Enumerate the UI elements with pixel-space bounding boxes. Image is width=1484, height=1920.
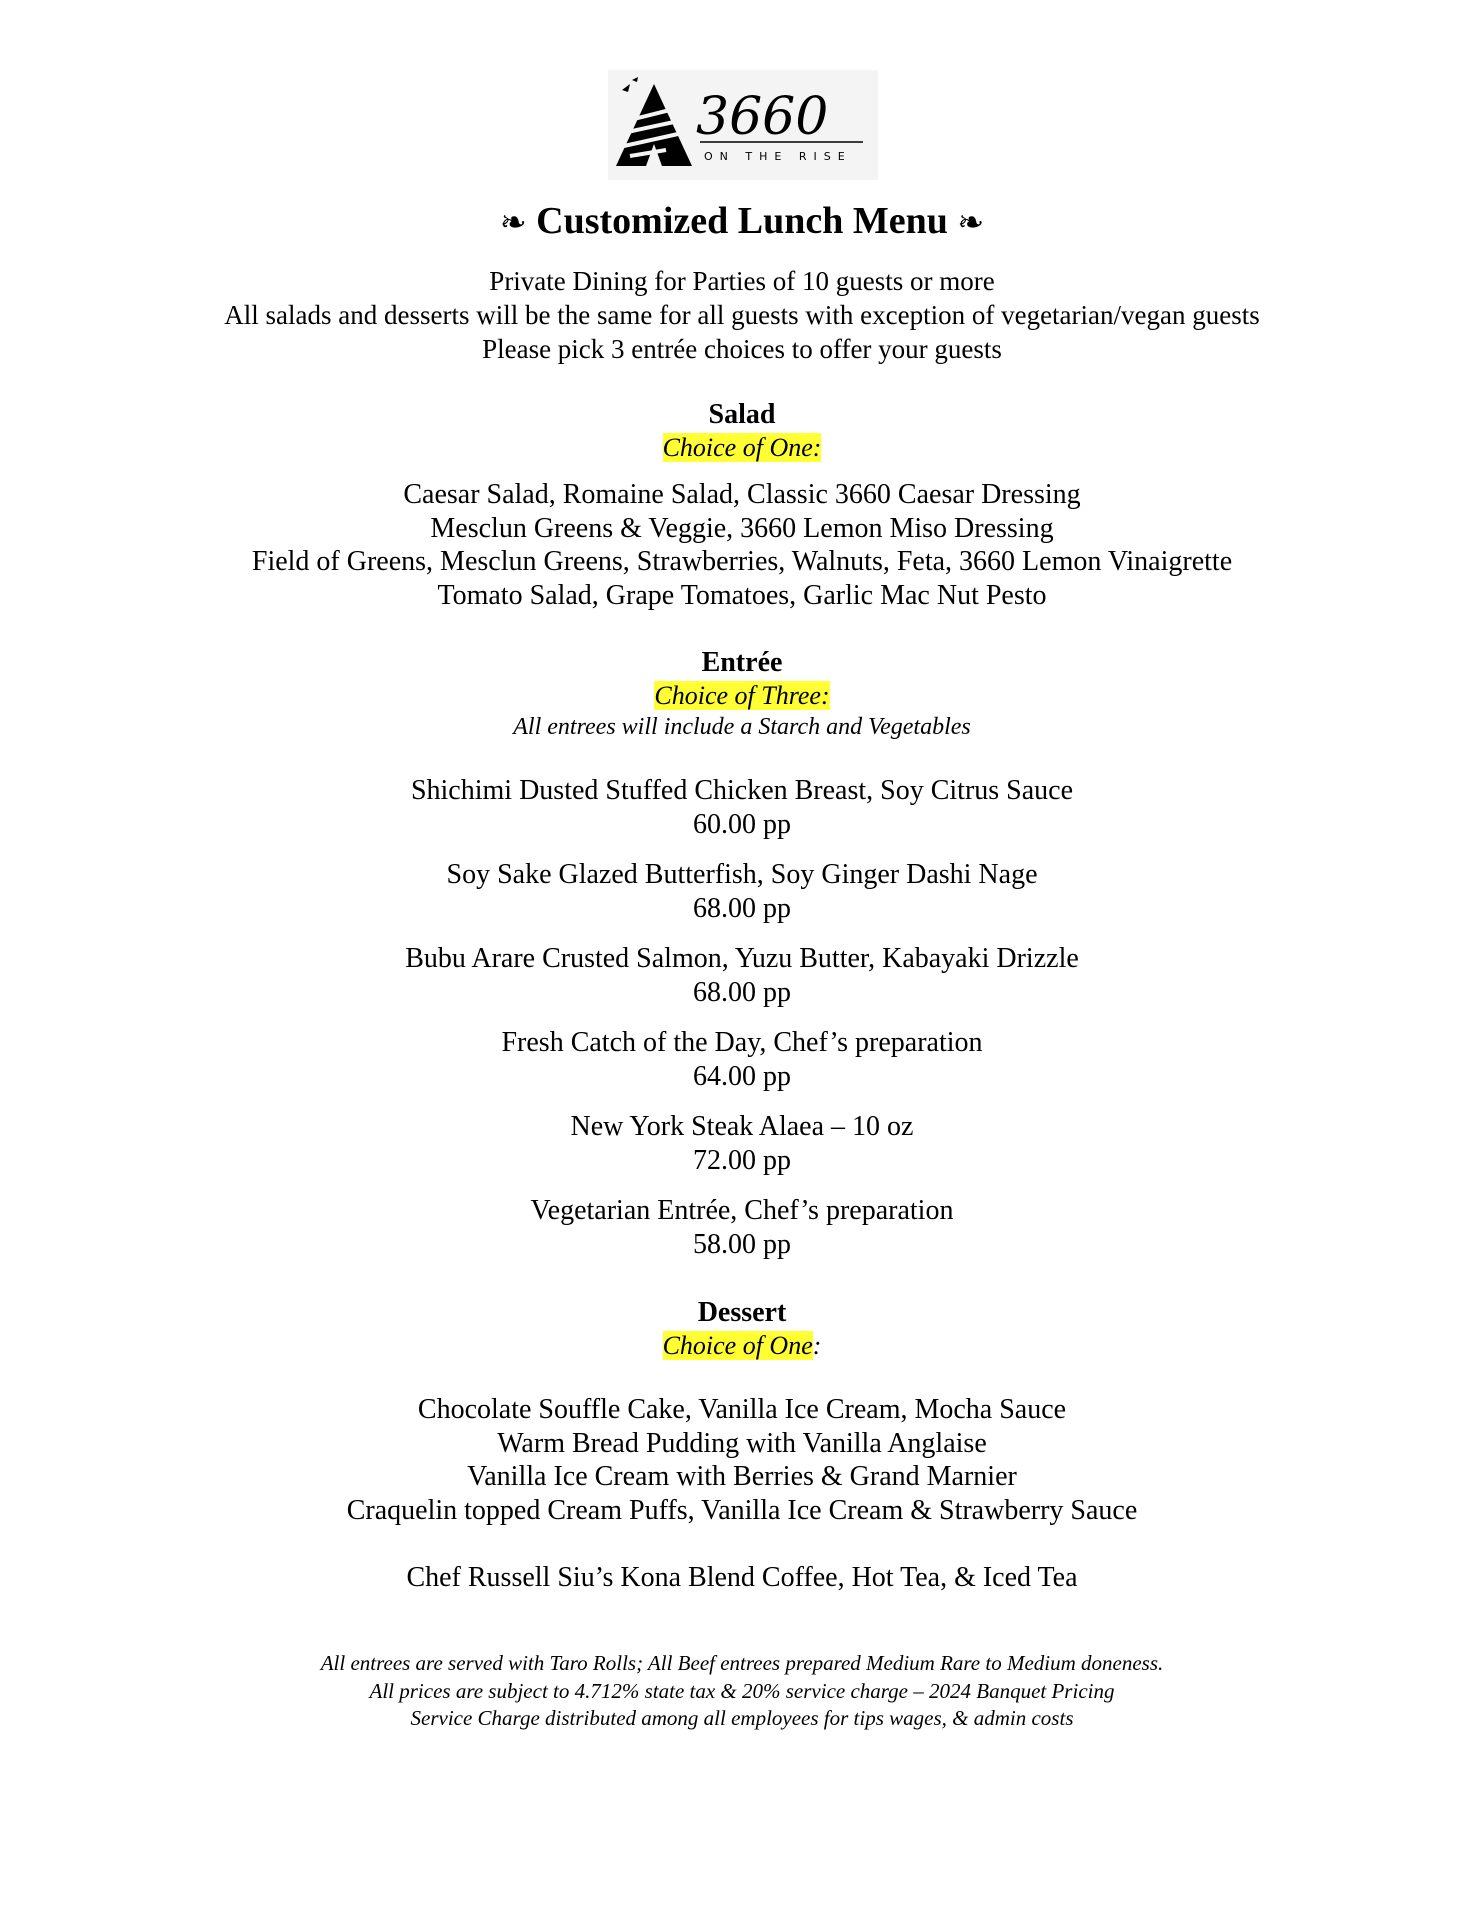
entree-price: 64.00 pp xyxy=(693,1061,791,1092)
list-item: Caesar Salad, Romaine Salad, Classic 3660 Caesar Dressing xyxy=(403,479,1081,510)
entree-price: 68.00 pp xyxy=(693,977,791,1008)
entree-price: 72.00 pp xyxy=(693,1145,791,1176)
salad-choice xyxy=(0,432,1484,464)
footer-line: All entrees are served with Taro Rolls; All Beef entrees prepared Medium Rare to Medium doneness. xyxy=(320,1651,1164,1675)
entree-item xyxy=(0,774,1484,842)
title-text: Customized Lunch Menu xyxy=(536,200,948,242)
restaurant-logo xyxy=(608,70,878,180)
intro-line: All salads and desserts will be the same for all guests with exception of vegetarian/vegan guests xyxy=(224,300,1260,330)
logo-number: 3660 xyxy=(696,87,829,147)
list-item: Mesclun Greens & Veggie, 3660 Lemon Miso Dressing xyxy=(430,512,1054,544)
entree-item xyxy=(0,1194,1484,1262)
footer-notes xyxy=(0,1650,1484,1733)
entree-name: Vegetarian Entrée, Chef’s preparation xyxy=(530,1195,954,1226)
entree-choice xyxy=(0,680,1484,712)
entree-item xyxy=(0,1110,1484,1178)
dessert-heading: Dessert xyxy=(697,1297,787,1328)
entree-name: New York Steak Alaea – 10 oz xyxy=(570,1111,914,1142)
salad-heading: Salad xyxy=(708,399,776,430)
intro-block xyxy=(0,264,1484,366)
entree-name: Shichimi Dusted Stuffed Chicken Breast, Soy Citrus Sauce xyxy=(410,775,1074,806)
entree-item xyxy=(0,858,1484,926)
list-item: Craquelin topped Cream Puffs, Vanilla Ice Cream & Strawberry Sauce xyxy=(346,1494,1138,1526)
entree-name: Bubu Arare Crusted Salmon, Yuzu Butter, Kabayaki Drizzle xyxy=(405,943,1079,974)
intro-line: Private Dining for Parties of 10 guests or more xyxy=(489,266,995,296)
logo-tagline: ON THE RISE xyxy=(704,150,852,163)
entree-name: Fresh Catch of the Day, Chef’s preparation xyxy=(501,1027,983,1058)
entree-item xyxy=(0,1026,1484,1094)
list-item: Tomato Salad, Grape Tomatoes, Garlic Mac Nut Pesto xyxy=(437,579,1047,611)
ornament-right-icon: ❧ xyxy=(957,204,985,240)
footer-line: Service Charge distributed among all employees for tips wages, & admin costs xyxy=(410,1706,1074,1730)
dessert-choice-suffix: : xyxy=(812,1331,822,1360)
list-item: Warm Bread Pudding with Vanilla Anglaise xyxy=(497,1427,987,1459)
salad-list xyxy=(0,478,1484,612)
entree-heading: Entrée xyxy=(701,647,783,678)
entree-price: 68.00 pp xyxy=(693,893,791,924)
list-item: Chocolate Souffle Cake, Vanilla Ice Cream, Mocha Sauce xyxy=(417,1394,1067,1425)
entree-name: Soy Sake Glazed Butterfish, Soy Ginger Dashi Nage xyxy=(446,859,1038,890)
dessert-choice xyxy=(0,1330,1484,1362)
dessert-choice-highlight: Choice of One xyxy=(662,1331,813,1360)
footer-line: All prices are subject to 4.712% state tax & 20% service charge – 2024 Banquet Pricing xyxy=(369,1678,1115,1703)
entree-item xyxy=(0,942,1484,1010)
page-title xyxy=(0,196,1484,247)
entree-price: 60.00 pp xyxy=(693,809,791,840)
beverages-line: Chef Russell Siu’s Kona Blend Coffee, Hot Tea, & Iced Tea xyxy=(406,1562,1078,1593)
salad-choice-highlight: Choice of One: xyxy=(662,433,822,462)
entree-choice-highlight: Choice of Three: xyxy=(654,681,830,710)
ornament-left-icon: ❧ xyxy=(499,204,527,240)
entree-price: 58.00 pp xyxy=(693,1229,791,1260)
dessert-list xyxy=(0,1393,1484,1527)
entree-note: All entrees will include a Starch and Vegetables xyxy=(513,714,971,740)
intro-line: Please pick 3 entrée choices to offer your guests xyxy=(482,334,1002,364)
list-item: Field of Greens, Mesclun Greens, Strawberries, Walnuts, Feta, 3660 Lemon Vinaigrette xyxy=(251,546,1233,577)
list-item: Vanilla Ice Cream with Berries & Grand Marnier xyxy=(467,1461,1017,1492)
